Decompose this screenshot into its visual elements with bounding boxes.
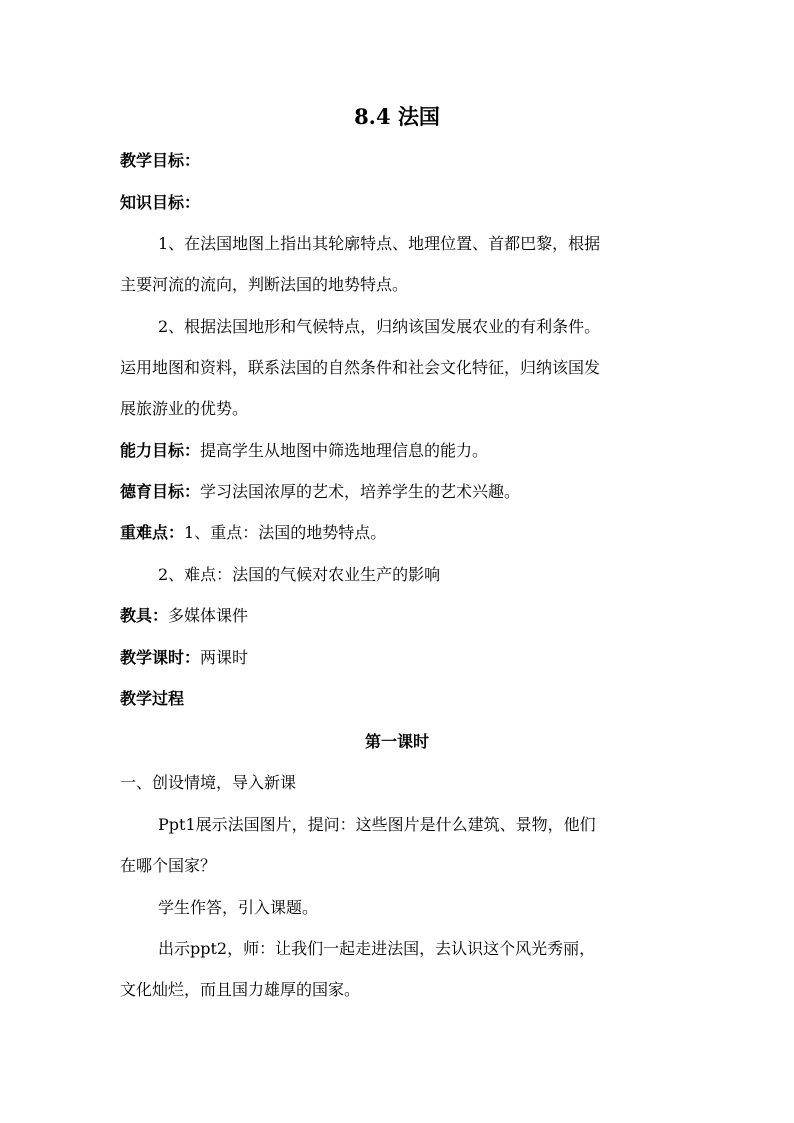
paragraph-3-line-2: 文化灿烂，而且国力雄厚的国家。	[120, 980, 361, 999]
moral-goal-text: 学习法国浓厚的艺术，培养学生的艺术兴趣。	[200, 482, 521, 501]
paragraph-1-line-1: Ppt1展示法国图片，提问：这些图片是什么建筑、景物，他们	[158, 815, 596, 834]
knowledge-goal-1-line-1: 1、在法国地图上指出其轮廓特点、地理位置、首都巴黎，根据	[158, 234, 601, 253]
paragraph-2: 学生作答，引入课题。	[158, 898, 319, 917]
moral-goal	[120, 482, 680, 502]
difficult-point: 2、难点：法国的气候对农业生产的影响	[158, 565, 441, 584]
page-title: 8.4 法国	[354, 104, 440, 129]
teaching-goals-heading: 教学目标：	[120, 151, 201, 170]
ability-goal-text: 提高学生从地图中筛选地理信息的能力。	[200, 441, 489, 460]
paragraph-1-line-2: 在哪个国家？	[120, 856, 217, 875]
knowledge-goals-heading: 知识目标：	[120, 193, 201, 212]
teaching-hours-text: 两课时	[200, 648, 249, 667]
key-points	[120, 523, 680, 543]
knowledge-goal-2-line-1: 2、根据法国地形和气候特点，归纳该国发展农业的有利条件。	[158, 317, 601, 336]
key-points-label: 重难点：	[120, 523, 185, 542]
teaching-tools-label: 教具：	[120, 606, 169, 625]
moral-goal-label: 德育目标：	[120, 482, 201, 501]
ability-goal-label: 能力目标：	[120, 441, 201, 460]
teaching-tools-text: 多媒体课件	[168, 606, 249, 625]
teaching-hours-label: 教学课时：	[120, 648, 201, 667]
lesson-1-title: 第一课时	[364, 732, 429, 751]
knowledge-goal-2-line-3: 展旅游业的优势。	[120, 399, 249, 418]
teaching-hours	[120, 648, 680, 668]
key-points-text: 1、重点：法国的地势特点。	[184, 523, 387, 542]
teaching-tools	[120, 606, 680, 626]
teaching-process-heading: 教学过程	[120, 689, 185, 708]
paragraph-3-line-1: 出示ppt2，师：让我们一起走进法国，去认识这个风光秀丽，	[158, 939, 596, 958]
knowledge-goal-1-line-2: 主要河流的流向，判断法国的地势特点。	[120, 275, 409, 294]
section-1-heading: 一、创设情境，导入新课	[120, 773, 297, 792]
knowledge-goal-2-line-2: 运用地图和资料，联系法国的自然条件和社会文化特征，归纳该国发	[120, 358, 601, 377]
ability-goal	[120, 441, 680, 461]
